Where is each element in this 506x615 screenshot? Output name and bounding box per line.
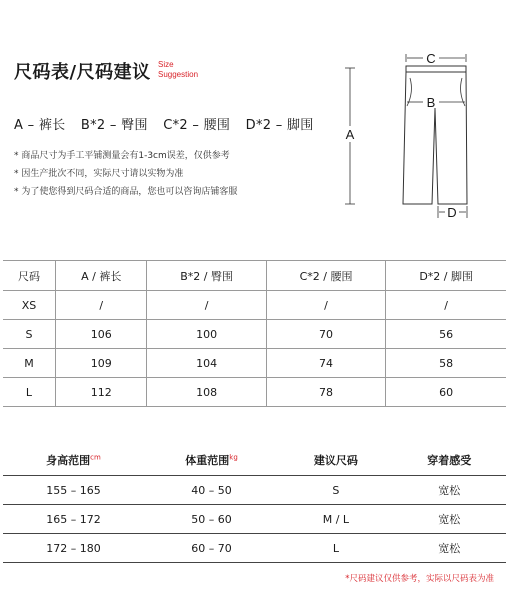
table-cell: 165 – 172 [3, 505, 144, 534]
col-header-suggested-size: 建议尺码 [279, 445, 392, 476]
label-d: D [447, 205, 457, 220]
pants-outline [403, 72, 467, 204]
measurement-legend [14, 114, 325, 133]
table-cell: 宽松 [393, 534, 506, 563]
col-header-c: C*2 / 腰围 [266, 261, 386, 291]
table-cell: 58 [386, 349, 506, 378]
table-cell: 40 – 50 [144, 476, 279, 505]
table-cell: 宽松 [393, 476, 506, 505]
pants-diagram [335, 46, 505, 226]
table-row [3, 320, 506, 349]
table-cell: XS [3, 291, 56, 320]
table-cell: 172 – 180 [3, 534, 144, 563]
legend-b: B*2 – 臀围 [80, 118, 148, 133]
table-cell: 104 [147, 349, 266, 378]
table-cell: 56 [386, 320, 506, 349]
note-batch: * 因生产批次不同，实际尺寸请以实物为准 [14, 169, 184, 179]
page-subtitle [158, 60, 198, 80]
table-cell: 50 – 60 [144, 505, 279, 534]
col-header-fit: 穿着感受 [393, 445, 506, 476]
legend-a: A – 裤长 [14, 118, 66, 133]
weight-unit: kg [229, 453, 238, 462]
table-row [3, 378, 506, 407]
table-cell: / [56, 291, 147, 320]
size-table [3, 260, 506, 407]
table-cell: 155 – 165 [3, 476, 144, 505]
table-cell: S [3, 320, 56, 349]
table-cell: 宽松 [393, 505, 506, 534]
table-cell: 112 [56, 378, 147, 407]
table-cell: L [279, 534, 392, 563]
table-row [3, 349, 506, 378]
footnote: *尺码建议仅供参考，实际以尺码表为准 [345, 574, 494, 584]
table-cell: L [3, 378, 56, 407]
suggestion-table-header [3, 445, 506, 476]
table-row [3, 505, 506, 534]
table-cell: M / L [279, 505, 392, 534]
weight-label: 体重范围 [185, 454, 230, 467]
label-a: A [345, 127, 355, 142]
label-b: B [426, 95, 436, 110]
legend-d: D*2 – 脚围 [245, 118, 314, 133]
table-cell: S [279, 476, 392, 505]
subtitle-size: Size [158, 60, 174, 69]
table-cell: 100 [147, 320, 266, 349]
table-cell: 108 [147, 378, 266, 407]
col-header-size: 尺码 [3, 261, 56, 291]
note-service: * 为了使您得到尺码合适的商品，您也可以咨询店铺客服 [14, 187, 238, 197]
table-cell: 60 [386, 378, 506, 407]
col-header-height [3, 445, 144, 476]
table-cell: 109 [56, 349, 147, 378]
legend-c: C*2 – 腰围 [163, 118, 231, 133]
label-c: C [426, 51, 436, 66]
table-cell: M [3, 349, 56, 378]
table-row [3, 534, 506, 563]
table-row [3, 291, 506, 320]
suggestion-table [3, 445, 506, 563]
table-cell: / [386, 291, 506, 320]
page-title: 尺码表/尺码建议 [14, 62, 151, 83]
subtitle-suggestion: Suggestion [158, 70, 199, 79]
table-cell: 74 [266, 349, 386, 378]
table-cell: 106 [56, 320, 147, 349]
size-table-header [3, 261, 506, 291]
table-cell: / [266, 291, 386, 320]
pants-waistband [406, 66, 466, 72]
col-header-a: A / 裤长 [56, 261, 147, 291]
col-header-weight [144, 445, 279, 476]
table-cell: 70 [266, 320, 386, 349]
table-cell: 60 – 70 [144, 534, 279, 563]
height-unit: cm [90, 453, 101, 462]
table-cell: 78 [266, 378, 386, 407]
height-label: 身高范围 [46, 454, 91, 467]
col-header-b: B*2 / 臀围 [147, 261, 266, 291]
table-row [3, 476, 506, 505]
table-cell: / [147, 291, 266, 320]
col-header-d: D*2 / 脚围 [386, 261, 506, 291]
note-tolerance: * 商品尺寸为手工平铺测量会有1-3cm误差，仅供参考 [14, 151, 230, 161]
